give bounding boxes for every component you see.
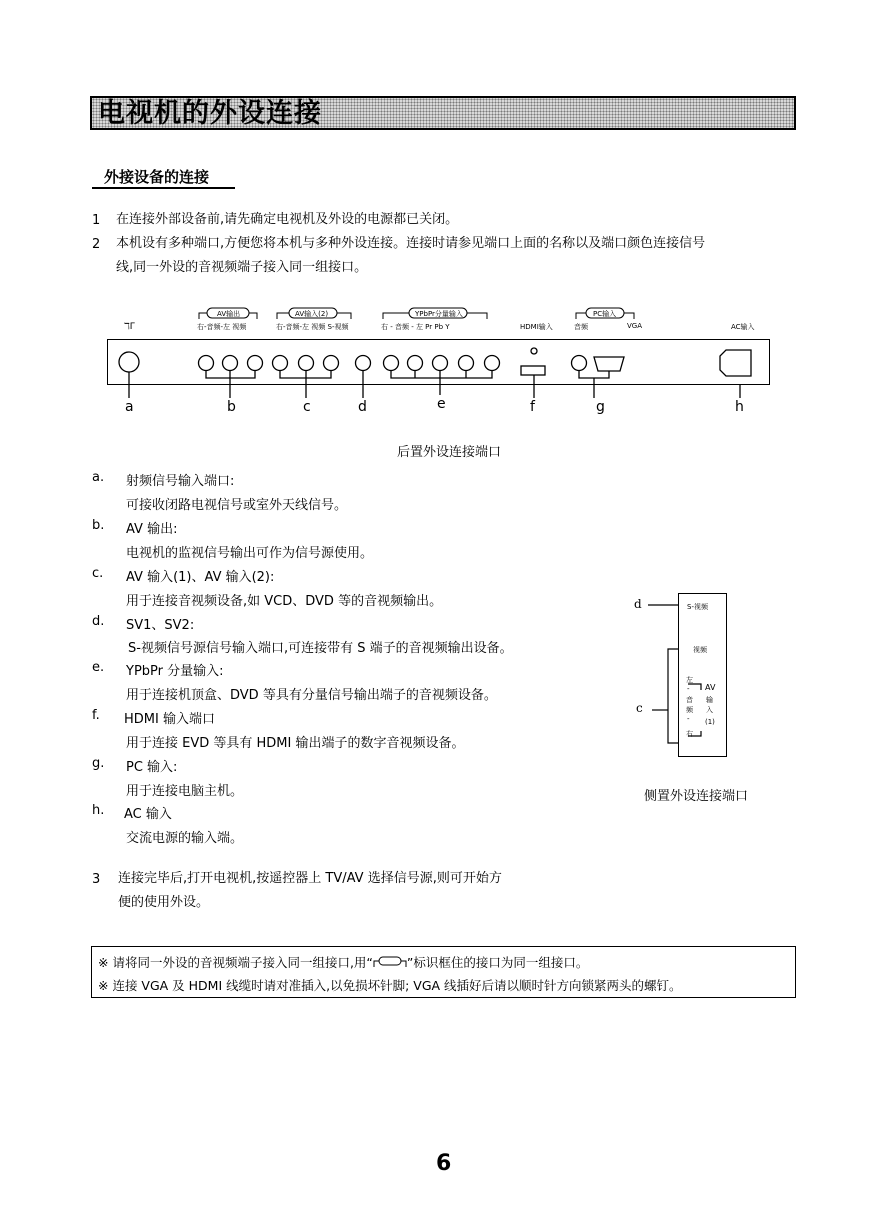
- side-callout-lines: [630, 585, 770, 765]
- port-letter-b: b: [227, 399, 236, 415]
- side-dash-2: -: [687, 715, 690, 723]
- side-input-label-1: 输: [706, 696, 713, 704]
- note-1: [98, 953, 588, 971]
- notes-box: [91, 946, 796, 998]
- item-h-letter: h.: [92, 803, 105, 818]
- item-b-letter: b.: [92, 518, 105, 533]
- page-number: 6: [436, 1151, 452, 1176]
- av-in2-sublabel: 右-音频-左 视频 S-视频: [276, 323, 349, 331]
- hdmi-label: HDMI输入: [520, 323, 553, 331]
- item-a-desc: 可接收闭路电视信号或室外天线信号。: [126, 498, 348, 513]
- item-h-desc: 交流电源的输入端。: [126, 831, 244, 846]
- side-left-label: 左: [686, 676, 693, 684]
- port-letter-g: g: [596, 399, 605, 415]
- port-letter-f: f: [530, 399, 535, 415]
- vga-label: VGA: [627, 322, 643, 330]
- item-f-title: HDMI 输入端口: [124, 712, 215, 727]
- av-out-label: AV输出: [217, 310, 241, 318]
- note-1-text-a: ※ 请将同一外设的音视频端子接入同一组接口,用“: [98, 955, 373, 970]
- step-1-number: 1: [92, 213, 101, 228]
- rear-panel-caption: 后置外设连接端口: [397, 445, 502, 460]
- step-3-number: 3: [92, 872, 101, 887]
- item-a-letter: a.: [92, 470, 105, 485]
- side-one-label: (1): [705, 718, 715, 726]
- item-b-desc: 电视机的监视信号输出可作为信号源使用。: [126, 546, 374, 561]
- bracket-symbol-icon: [373, 956, 407, 968]
- item-f-desc: 用于连接 EVD 等具有 HDMI 输出端子的数字音视频设备。: [126, 736, 465, 751]
- port-letter-c: c: [303, 399, 311, 415]
- item-h-title: AC 输入: [124, 807, 172, 822]
- item-f-letter: f.: [92, 708, 100, 723]
- item-e-title: YPbPr 分量输入:: [126, 664, 224, 679]
- ac-label: AC输入: [731, 323, 755, 331]
- item-a-title: 射频信号输入端口:: [126, 474, 235, 489]
- side-s-video-label: S-视频: [687, 603, 708, 611]
- item-d-desc: S-视频信号源信号输入端口,可连接带有 S 端子的音视频输出设备。: [128, 641, 513, 656]
- side-dash-1: -: [687, 685, 690, 693]
- item-c-desc: 用于连接音视频设备,如 VCD、DVD 等的音视频输出。: [126, 594, 443, 609]
- side-input-label-2: 入: [706, 706, 713, 714]
- item-g-desc: 用于连接电脑主机。: [126, 784, 244, 799]
- side-audio-label-2: 频: [686, 706, 693, 714]
- port-letter-a: a: [125, 399, 134, 415]
- item-e-letter: e.: [92, 660, 105, 675]
- step-1-text: 在连接外部设备前,请先确定电视机及外设的电源都已关闭。: [116, 212, 459, 227]
- side-av-label: AV: [705, 683, 716, 692]
- step-2-text-cont: 线,同一外设的音视频端子接入同一组接口。: [116, 260, 368, 275]
- note-1-text-b: ”标识框住的接口为同一组接口。: [406, 955, 589, 970]
- step-3-text: 连接完毕后,打开电视机,按遥控器上 TV/AV 选择信号源,则可开始方: [118, 871, 502, 886]
- ypbpr-sublabel: 右 - 音频 - 左 Pr Pb Y: [381, 323, 450, 331]
- item-d-letter: d.: [92, 614, 105, 629]
- item-d-title: SV1、SV2:: [126, 618, 195, 633]
- av-out-sublabel: 右-音频-左 视频: [197, 323, 247, 331]
- item-e-desc: 用于连接机顶盒、DVD 等具有分量信号输出端子的音视频设备。: [126, 688, 497, 703]
- antenna-label: ℸΓ: [124, 322, 135, 332]
- port-letter-h: h: [735, 399, 744, 415]
- ypbpr-label: YPbPr分量输入: [415, 310, 463, 318]
- item-g-title: PC 输入:: [126, 760, 178, 775]
- pc-in-label: PC输入: [593, 310, 617, 318]
- antenna-port: [119, 352, 139, 372]
- pc-audio-label: 音频: [574, 323, 588, 331]
- side-label-c: c: [636, 701, 643, 715]
- item-c-title: AV 输入(1)、AV 输入(2):: [126, 570, 275, 585]
- item-b-title: AV 输出:: [126, 522, 178, 537]
- side-panel-diagram: [630, 585, 770, 765]
- side-panel-caption: 侧置外设连接端口: [644, 789, 749, 804]
- av-in2-label: AV输入(2): [295, 310, 329, 318]
- step-2-number: 2: [92, 237, 101, 252]
- side-audio-label-1: 音: [686, 696, 693, 704]
- step-3-text-cont: 便的使用外设。: [118, 895, 210, 910]
- side-video-label: 视频: [693, 646, 707, 654]
- section-title: 外接设备的连接: [104, 168, 210, 186]
- side-label-d: d: [634, 597, 642, 611]
- side-right-label: 右: [686, 730, 693, 738]
- page-title: 电视机的外设连接: [98, 98, 322, 129]
- port-letter-d: d: [358, 399, 367, 415]
- step-2-text: 本机设有多种端口,方便您将本机与多种外设连接。连接时请参见端口上面的名称以及端口颜色连接信号: [116, 236, 706, 251]
- note-2: ※ 连接 VGA 及 HDMI 线缆时请对准插入,以免损坏针脚; VGA 线插好后请以顺时针方向锁紧两头的螺钉。: [98, 978, 682, 993]
- port-letter-e: e: [437, 396, 446, 412]
- item-c-letter: c.: [92, 566, 104, 581]
- item-g-letter: g.: [92, 756, 105, 771]
- rear-panel-diagram: [0, 0, 896, 430]
